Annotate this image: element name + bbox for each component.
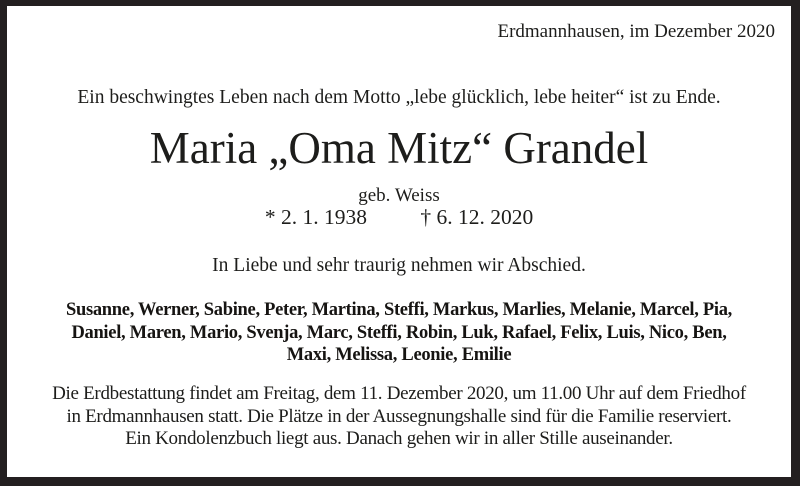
maiden-name: geb. Weiss: [358, 185, 440, 206]
life-dates: [7, 205, 791, 230]
dateline: Erdmannhausen, im Dezember 2020: [497, 21, 775, 42]
mourners-line: Daniel, Maren, Mario, Svenja, Marc, Steffi, Robin, Luk, Rafael, Felix, Luis, Nico, Ben,: [71, 322, 727, 343]
funeral-details-line: Ein Kondolenzbuch liegt aus. Danach gehen wir in aller Stille auseinander.: [125, 428, 673, 449]
mourners-line: Maxi, Melissa, Leonie, Emilie: [286, 345, 512, 365]
motto-line: Ein beschwingtes Leben nach dem Motto „lebe glücklich, lebe heiter“ ist zu Ende.: [77, 87, 721, 108]
mourners-line: Susanne, Werner, Sabine, Peter, Martina, Steffi, Markus, Marlies, Melanie, Marcel, Pia,: [65, 300, 733, 320]
birth-date: * 2. 1. 1938: [264, 205, 367, 229]
funeral-details-block: [7, 383, 791, 451]
mourners-block: [7, 299, 791, 367]
farewell-line: In Liebe und sehr traurig nehmen wir Abschied.: [212, 255, 586, 276]
funeral-details-line: Die Erdbestattung findet am Freitag, dem 11. Dezember 2020, um 11.00 Uhr auf dem Friedhof: [52, 383, 746, 404]
funeral-details-line: in Erdmannhausen statt. Die Plätze in der Aussegnungshalle sind für die Familie reserviert.: [66, 405, 732, 427]
deceased-name: Maria „Oma Mitz“ Grandel: [149, 123, 649, 173]
death-date: † 6. 12. 2020: [420, 205, 534, 229]
